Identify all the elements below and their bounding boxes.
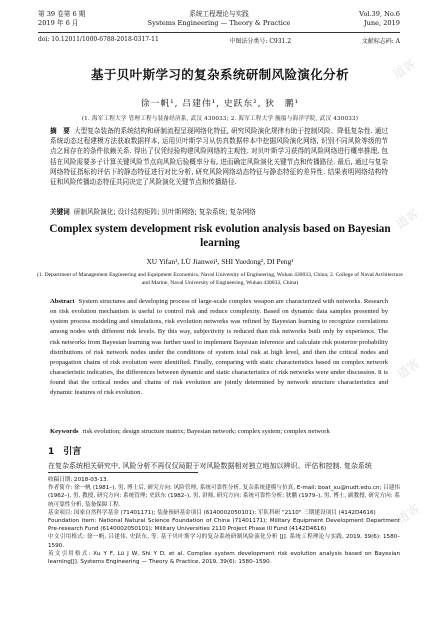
article-meta [38, 36, 400, 45]
body-text-first-line: 在复杂系统相关研究中, 风险分析不再仅仅局限于对风险数据相对独立地加以辨识、评估和控制. 复杂系统 [48, 462, 372, 470]
footnotes [48, 476, 400, 566]
date-cn: 2019 年 6 月 [38, 19, 79, 27]
affiliation-cn: (1. 海军工程大学 管理工程与装备经济系, 武汉 430033; 2. 海军工程大学 舰船与海洋学院, 武汉 430033) [81, 116, 359, 122]
footnote-cite-en: 英文引用格式: Xu Y F, Lü J W, Shi Y D, et al. Complex system development risk evolution analysis based on Bayesian learning[J]. Systems Engineering — Theory & Practice, 2019, 39(6): 1580–1590. [48, 550, 400, 566]
journal-cn: 系统工程理论与实践 [189, 10, 249, 18]
authors-cn: 徐一帆¹, 吕建伟¹, 史跃东², 狄 鹏¹ [140, 99, 300, 109]
watermark: 道客 [393, 206, 422, 232]
abstract-cn-label: 摘 要 [50, 127, 70, 135]
authors-en: XU Yifan¹, LÜ Jianwei¹, SHI Yuedong², DI Peng¹ [146, 257, 294, 266]
watermark: 道客 [394, 501, 423, 527]
doi: doi: 10.12011/1000-6788-2018-0317-11 [38, 36, 159, 43]
section-heading: 1 引言 [48, 447, 82, 457]
footnote-rule [48, 472, 198, 473]
keywords-cn [50, 206, 388, 216]
keywords-en-label: Keywords [50, 428, 79, 435]
doc-code: 文献标志码: A [361, 38, 400, 45]
watermark: 道客 [394, 356, 423, 382]
abstract-cn-text: 大型复杂装备的系统结构和研制流程呈现网络化特征, 研究风险演化规律有助于控制风险、降低复杂性. 通过系统动态过程建模方法获取数据样本, 运用贝叶斯学习从仿真数据样本中挖掘风险演化网络, 识别不同风险等级的节点之间存在的条件依赖关系. 得出了仅凭经验构建风险网络的主观性. 对贝叶斯学习获得的风险网络进行概率推理, 包括在风险需要多子计算关键风险节点向风险后验概率分布, 进而确定风险演化关键节点和传播路径. 最后, 通过与复杂网络特征指标的评估下的静态特征进行对比分析, 研究风险网络动态特征与静态特征的差异性. 结果表明网络结构特征和风险传播动态特征共同决定了风险演化关键节点和传播路径. [50, 127, 388, 187]
abstract-en-label: Abstract [50, 298, 75, 305]
watermark: 道客 [390, 56, 419, 82]
footnote-cite-cn: 中文引用格式: 徐一帆, 吕建伟, 史跃东, 等. 基于贝叶斯学习的复杂系统研制风险演化分析 [J]. 系统工程理论与实践, 2019, 39(6): 1580–1590. [48, 534, 400, 549]
abstract-en [50, 297, 388, 399]
abstract-en-text: System structures and developing process of large-scale complex weapon are characterized with networks. Research on risk evolution mechanism is useful to control risk and reduce complexity. Based on dynamic data samples presented by system process modeling and simulations, risk evolution networks was refined by Bayesian learning to recognize correlations among nodes with different risk levels. By this way, subjectivity is reduced than risk networks built only by experience. The risk networks from Bayesian learning was further used to implement Bayesian inference and calculate risk posterior probability distributions of risk network nodes under the conditions of system total risk at high level, and then the critical nodes and propagation chains of risk evolution were identified. Finally, comparing with static characteristics based on complex network characteristic indicators, the differences between dynamic and static characteristics of risk networks were under discussion. It is found that the critical nodes and chains of risk evolution are jointly determined by network structure characteristics and dynamic features of risk evolution. [50, 298, 388, 397]
volume-en: Vol.39, No.6 [359, 10, 400, 18]
footnote-funding-cn: 基金项目: 国家自然科学基金 (71401171); 装备预研基金项目 (6140002050101); 军队科研 "2110" 三期建设项目 (4142D4616) [48, 509, 376, 516]
title-cn: 基于贝叶斯学习的复杂系统研制风险演化分析 [90, 67, 349, 82]
abstract-cn [50, 126, 388, 187]
footnote-funding-en: Foundation item: National Natural Science Foundation of China (71401171); Military Equipment Development Department Pre-research Fund (6140002050101); Military Universities 2110 Project Phase III Fund (4142D4616) [48, 518, 400, 533]
keywords-en [50, 428, 388, 435]
keywords-en-text: risk evolution; design structure matrix; Bayesian network; complex system; complex network [82, 428, 330, 435]
footnote-author-info: 作者简介: 徐一帆 (1981–), 男, 博士后, 研究方向: 风险管理, 系统可靠性分析, 复杂系统建模与仿真, E-mail: boat_xu@nudt.edu.cn; 吕建伟 (1962–), 男, 教授, 研究方向: 系统管理; 史跃东 (1982–), 男, 讲师, 研究方向: 系统可靠性分析; 狄鹏 (1979–), 男, 博士, 副教授, 研究方向: 系统可靠性分析, 装备保障工程. [48, 485, 400, 508]
date-en: June, 2019 [363, 19, 400, 27]
running-header [38, 10, 400, 28]
keywords-cn-text: 研制风险演化; 设计结构矩阵; 贝叶斯网络; 复杂系统; 复杂网络 [73, 208, 256, 216]
volume-cn: 第 39 卷第 6 期 [38, 10, 86, 18]
title-en: Complex system development risk evolution analysis based on Bayesian learning [49, 223, 391, 249]
header-rule [38, 32, 400, 33]
affiliation-en: (1. Department of Management Engineering and Equipment Economics, Naval University of Engineering, Wuhan 430033, China; 2. College of Naval Architecture and Marine, Naval University of Engineering, Wuhan 430033, China) [37, 272, 403, 286]
keywords-cn-label: 关键词 [50, 208, 70, 216]
journal-en: Systems Engineering — Theory & Practice [147, 19, 291, 27]
footnote-received: 收稿日期: 2018-03-13. [48, 477, 109, 483]
clc-number: 中图法分类号: C931.2 [229, 38, 292, 45]
